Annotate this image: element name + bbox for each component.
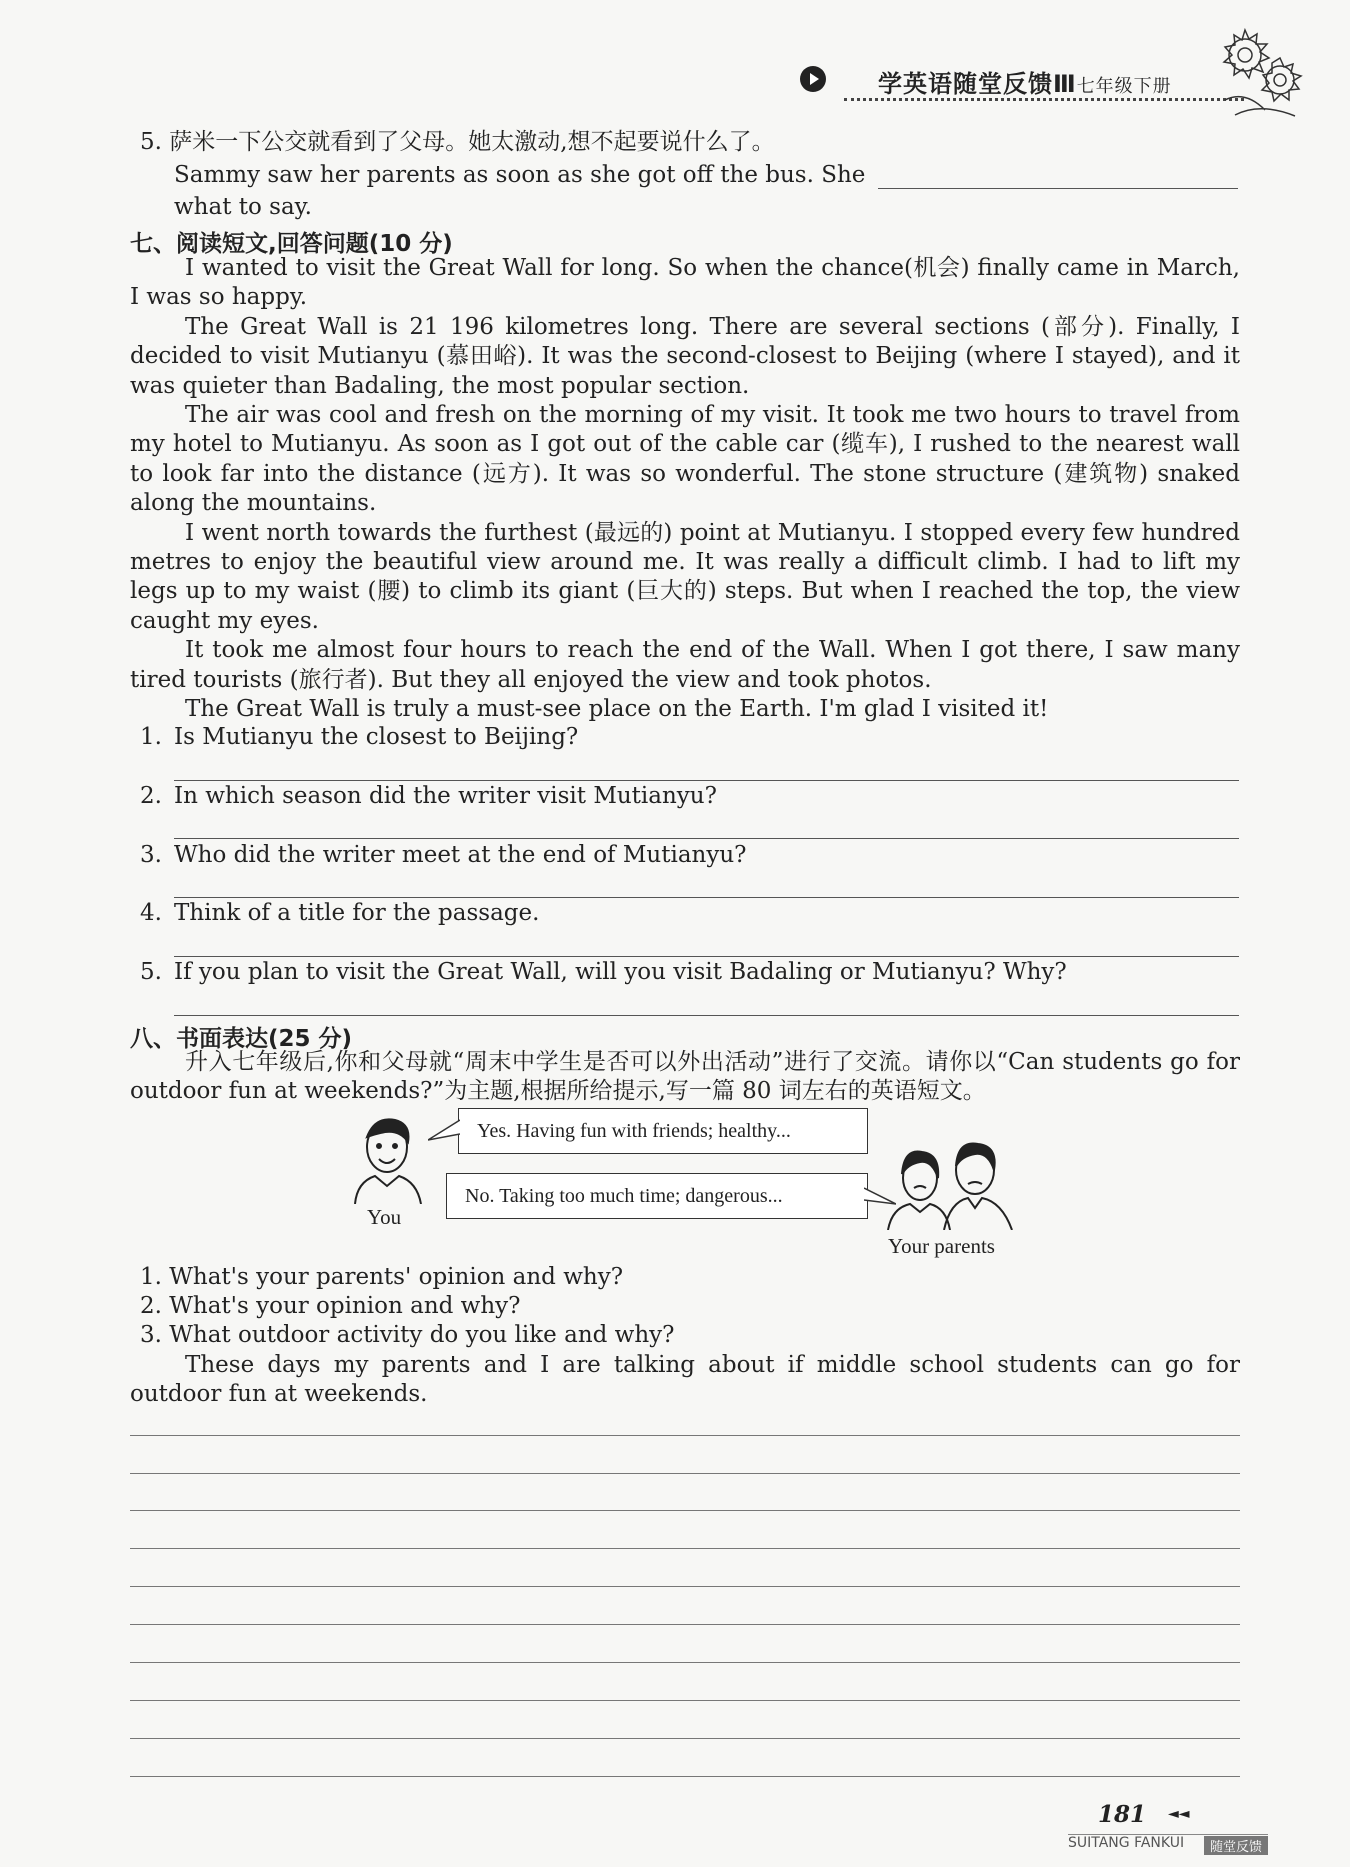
section7-title: 七、阅读短文,回答问题(10 分) — [130, 231, 453, 257]
boy-illustration-icon — [345, 1112, 430, 1204]
passage-paragraph: It took me almost four hours to reach the end of the Wall. When I got there, I saw many tired tourists (旅行者). But they all enjoyed the view and took photos. — [130, 637, 1240, 693]
writing-line[interactable] — [130, 1586, 1240, 1587]
page-arrows-icon: ◄◄ — [1168, 1806, 1190, 1822]
hint-3: 3. What outdoor activity do you like and why? — [140, 1322, 675, 1348]
q5-english-line2: what to say. — [174, 194, 312, 220]
essay-opening — [130, 1351, 1240, 1410]
question-2: 2. In which season did the writer visit Mutianyu? — [140, 783, 717, 809]
writing-prompt — [130, 1048, 1240, 1107]
writing-line[interactable] — [130, 1624, 1240, 1625]
answer-line-4[interactable] — [174, 956, 1239, 957]
page-header — [800, 60, 1240, 100]
answer-line-3[interactable] — [174, 897, 1239, 898]
question-5: 5. If you plan to visit the Great Wall, will you visit Badaling or Mutianyu? Why? — [140, 959, 1067, 985]
answer-line-2[interactable] — [174, 838, 1239, 839]
writing-line[interactable] — [130, 1662, 1240, 1663]
writing-line[interactable] — [130, 1435, 1240, 1436]
question-3: 3. Who did the writer meet at the end of Mutianyu? — [140, 842, 747, 868]
writing-line[interactable] — [130, 1738, 1240, 1739]
answer-line-1[interactable] — [174, 780, 1239, 781]
label-parents: Your parents — [888, 1234, 995, 1258]
parents-illustration-icon — [880, 1130, 1020, 1230]
writing-line[interactable] — [130, 1700, 1240, 1701]
speech-bubble-parents: No. Taking too much time; dangerous... — [446, 1173, 868, 1219]
passage-paragraph: The Great Wall is 21 196 kilometres long. There are several sections (部分). Finally, I decided to visit Mutianyu (慕田峪). It was the second-closest to Beijing (where I stayed), and it was quieter than Badaling, the most popular section. — [130, 313, 1240, 399]
q5-answer-blank[interactable] — [878, 188, 1238, 189]
writing-line[interactable] — [130, 1473, 1240, 1474]
passage-paragraph: The Great Wall is truly a must-see place on the Earth. I'm glad I visited it! — [185, 696, 1049, 723]
q5-chinese: 5. 萨米一下公交就看到了父母。她太激动,想不起要说什么了。 — [140, 129, 775, 155]
question-4: 4. Think of a title for the passage. — [140, 900, 540, 926]
q5-english-line1: Sammy saw her parents as soon as she got off the bus. She — [174, 162, 866, 188]
hint-1: 1. What's your parents' opinion and why? — [140, 1264, 624, 1290]
play-icon — [800, 66, 826, 92]
section8-title: 八、书面表达(25 分) — [130, 1026, 353, 1052]
footer-brand-text: SUITANG FANKUI — [1068, 1835, 1185, 1851]
writing-line[interactable] — [130, 1776, 1240, 1777]
header-dotted-rule — [844, 98, 1244, 101]
footer-tag: 随堂反馈 — [1204, 1836, 1268, 1855]
essay-opening-text: These days my parents and I are talking about if middle school students can go for outdoor fun at weekends. — [130, 1352, 1240, 1408]
speech-bubble-tail — [428, 1118, 460, 1144]
flower-decoration-icon — [1205, 20, 1315, 130]
page-number: 181 — [1098, 1801, 1147, 1828]
question-1: 1. Is Mutianyu the closest to Beijing? — [140, 724, 579, 750]
passage-paragraph: I wanted to visit the Great Wall for long. So when the chance(机会) finally came in March, I was so happy. — [130, 255, 1240, 311]
passage-paragraph: I went north towards the furthest (最远的) point at Mutianyu. I stopped every few hundred metres to enjoy the beautiful view around me. It was really a difficult climb. I had to lift my legs up to my waist (腰) to climb its giant (巨大的) steps. But when I reached the top, the view caught my eyes. — [130, 519, 1240, 634]
header-title: 学英语随堂反馈Ⅲ七年级下册 — [878, 70, 1172, 98]
reading-passage — [130, 254, 1240, 725]
footer-brand — [1068, 1834, 1268, 1855]
speech-bubble-you: Yes. Having fun with friends; healthy... — [458, 1108, 868, 1154]
writing-line[interactable] — [130, 1548, 1240, 1549]
label-you: You — [367, 1205, 402, 1229]
answer-line-5[interactable] — [174, 1015, 1239, 1016]
hint-2: 2. What's your opinion and why? — [140, 1293, 521, 1319]
writing-prompt-text: 升入七年级后,你和父母就“周末中学生是否可以外出活动”进行了交流。请你以“Can students go for outdoor fun at weekends?”为主题,根据所给提示,写一篇 80 词左右的英语短文。 — [130, 1049, 1240, 1105]
passage-paragraph: The air was cool and fresh on the morning of my visit. It took me two hours to travel from my hotel to Mutianyu. As soon as I got out of the cable car (缆车), I rushed to the nearest wall to look far into the distance (远方). It was so wonderful. The stone structure (建筑物) snaked along the mountains. — [130, 402, 1240, 517]
writing-line[interactable] — [130, 1510, 1240, 1511]
